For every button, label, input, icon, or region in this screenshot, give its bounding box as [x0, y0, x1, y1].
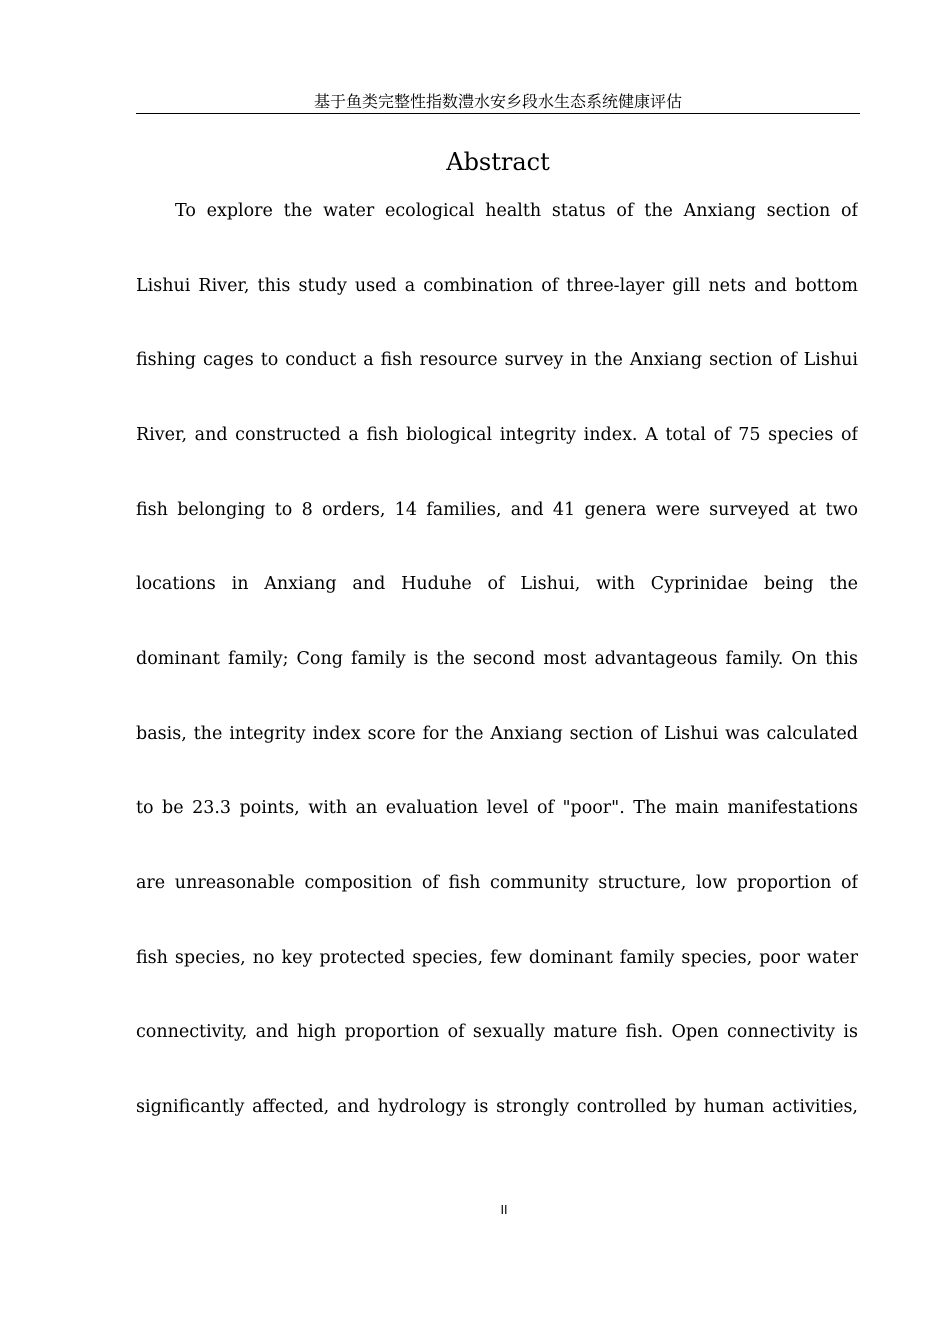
abstract-line-4: River, and constructed a fish biological integrity index. A total of 75 species of	[136, 425, 858, 445]
page-number: II	[500, 1203, 508, 1217]
abstract-line-6: locations in Anxiang and Huduhe of Lishui, with Cyprinidae being the	[136, 574, 858, 594]
abstract-line-1: To explore the water ecological health status of the Anxiang section of	[175, 201, 858, 221]
abstract-line-3: fishing cages to conduct a fish resource survey in the Anxiang section of Lishui	[136, 350, 858, 370]
header-rule	[136, 113, 860, 114]
abstract-line-12: connectivity, and high proportion of sexually mature fish. Open connectivity is	[136, 1022, 858, 1042]
abstract-line-10: are unreasonable composition of fish community structure, low proportion of	[136, 873, 858, 893]
running-header-title: 基于鱼类完整性指数澧水安乡段水生态系统健康评估	[313, 92, 682, 111]
abstract-line-11: fish species, no key protected species, few dominant family species, poor water	[136, 948, 858, 968]
abstract-line-2: Lishui River, this study used a combination of three-layer gill nets and bottom	[136, 276, 858, 296]
abstract-line-8: basis, the integrity index score for the Anxiang section of Lishui was calculated	[136, 724, 858, 744]
abstract-line-13: significantly affected, and hydrology is strongly controlled by human activities,	[136, 1097, 858, 1117]
abstract-line-9: to be 23.3 points, with an evaluation level of "poor". The main manifestations	[136, 798, 858, 818]
section-heading: Abstract	[446, 148, 550, 176]
abstract-line-7: dominant family; Cong family is the second most advantageous family. On this	[136, 649, 858, 669]
abstract-line-5: fish belonging to 8 orders, 14 families, and 41 genera were surveyed at two	[136, 500, 858, 520]
